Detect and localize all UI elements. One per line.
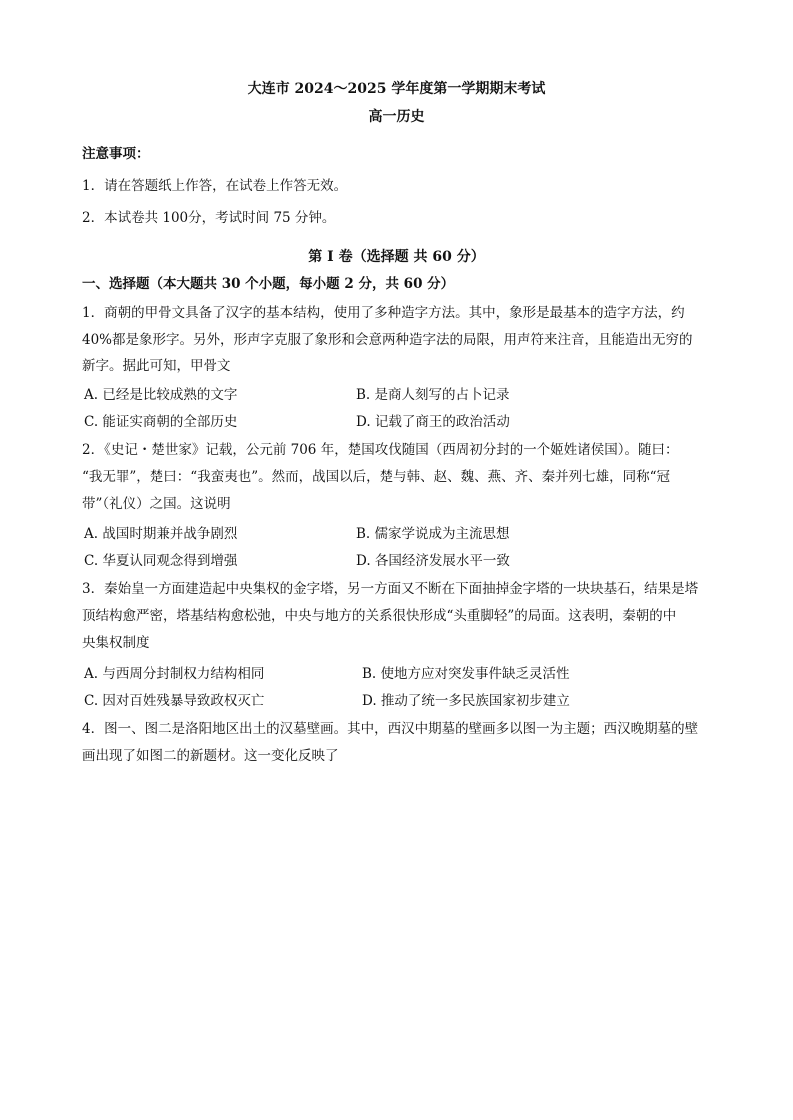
exam-title: 大连市 2024～2025 学年度第一学期期末考试 — [247, 81, 546, 97]
exam-subject: 高一历史 — [368, 109, 425, 125]
question-4-line: 4．图一、图二是洛阳地区出土的汉墓壁画。其中，西汉中期墓的壁画多以图一为主题；西汉晚期墓的壁 — [82, 721, 699, 737]
option-c: C. 能证实商朝的全部历史 — [84, 414, 238, 430]
question-4-line: 画出现了如图二的新题材。这一变化反映了 — [82, 748, 339, 764]
question-3-line: 3．秦始皇一方面建造起中央集权的金字塔，另一方面又不断在下面抽掉金字塔的一块块基石，结果是塔 — [82, 581, 699, 597]
question-1-line: 40%都是象形字。另外，形声字克服了象形和会意两种造字法的局限，用声符来注音，且能造出无穷的 — [82, 332, 693, 348]
part-heading: 一、选择题（本大题共 30 个小题，每小题 2 分，共 60 分） — [82, 276, 455, 292]
notice-item: 2．本试卷共 100分，考试时间 75 分钟。 — [82, 210, 336, 226]
option-c: C. 华夏认同观念得到增强 — [84, 553, 238, 569]
option-a: A. 与西周分封制权力结构相同 — [84, 666, 265, 682]
question-2-line: 带”（礼仪）之国。这说明 — [82, 496, 231, 512]
question-3-line: 央集权制度 — [82, 635, 150, 651]
option-c: C. 因对百姓残暴导致政权灭亡 — [84, 693, 265, 709]
section-title: 第 I 卷（选择题 共 60 分） — [308, 249, 485, 265]
option-d: D. 推动了统一多民族国家初步建立 — [362, 693, 570, 709]
question-2-line: “我无罪”，楚曰：“我蛮夷也”。然而，战国以后，楚与韩、赵、魏、燕、齐、秦并列七雄，同称“冠 — [82, 469, 671, 485]
option-b: B. 是商人刻写的占卜记录 — [356, 387, 510, 403]
option-a: A. 战国时期兼并战争剧烈 — [84, 526, 238, 542]
question-1-line: 1．商朝的甲骨文具备了汉字的基本结构，使用了多种造字方法。其中，象形是最基本的造字方法，约 — [82, 305, 685, 321]
option-b: B. 儒家学说成为主流思想 — [356, 526, 510, 542]
option-d: D. 各国经济发展水平一致 — [356, 553, 510, 569]
option-a: A. 已经是比较成熟的文字 — [84, 387, 238, 403]
question-1-line: 新字。据此可知，甲骨文 — [82, 358, 231, 374]
notice-heading: 注意事项： — [82, 146, 150, 162]
option-d: D. 记载了商王的政治活动 — [356, 414, 510, 430]
option-b: B. 使地方应对突发事件缺乏灵活性 — [362, 666, 570, 682]
notice-item: 1．请在答题纸上作答，在试卷上作答无效。 — [82, 178, 348, 194]
question-3-line: 顶结构愈严密，塔基结构愈松弛，中央与地方的关系很快形成“头重脚轻”的局面。这表明，秦朝的中 — [82, 608, 677, 624]
question-2-line: 2．《史记・楚世家》记载，公元前 706 年，楚国攻伐随国（西周初分封的一个姬姓诸侯国）。随曰： — [82, 442, 679, 458]
